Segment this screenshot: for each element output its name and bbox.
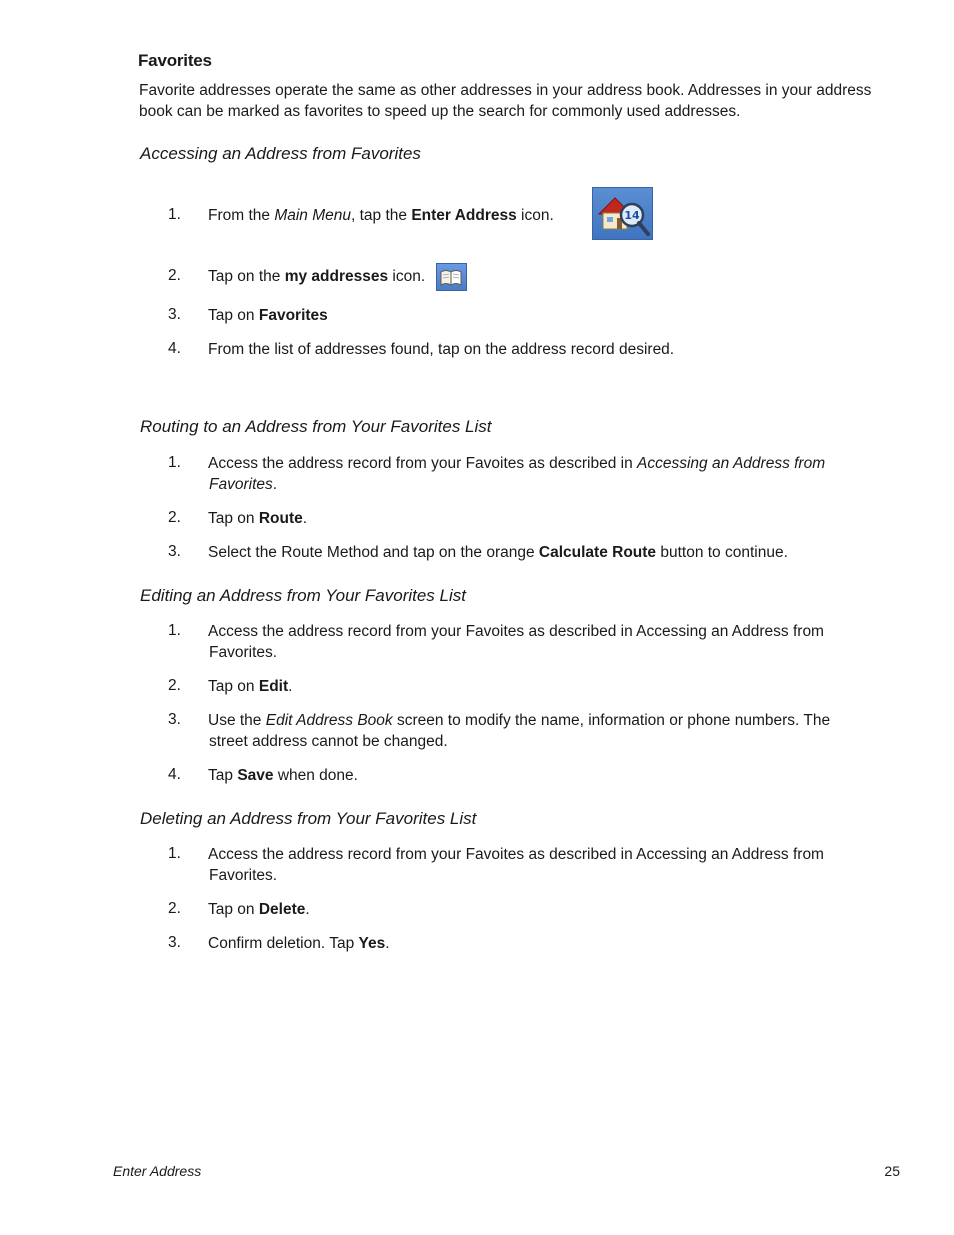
step-number: 4.	[168, 766, 181, 783]
step-number: 1.	[168, 622, 181, 639]
step-number: 2.	[168, 509, 181, 526]
step-number: 3.	[168, 934, 181, 951]
step-text: Tap Save when done.	[208, 767, 358, 784]
step-text: Access the address record from your Favoites as described in Accessing an Address from Favorites.	[208, 455, 826, 493]
step-text: Access the address record from your Favoites as described in Accessing an Address from Favorites.	[208, 846, 824, 884]
step-number: 1.	[168, 454, 181, 471]
subheading-editing: Editing an Address from Your Favorites List	[140, 586, 466, 605]
step-number: 1.	[168, 845, 181, 862]
subheading-routing: Routing to an Address from Your Favorites List	[140, 417, 492, 436]
step-number: 3.	[168, 543, 181, 560]
step-text: Access the address record from your Favoites as described in Accessing an Address from Favorites.	[208, 623, 824, 661]
step-text: Use the Edit Address Book screen to modify the name, information or phone numbers. The street address cannot be changed.	[208, 712, 831, 750]
step-text: Confirm deletion. Tap Yes.	[208, 935, 390, 952]
step-number: 2.	[168, 900, 181, 917]
subheading-deleting: Deleting an Address from Your Favorites List	[140, 809, 477, 828]
step-text: Tap on Delete.	[208, 901, 310, 918]
intro-paragraph: Favorite addresses operate the same as other addresses in your address book. Addresses in your address book can be marked as favorites to speed up the search for commonly used addresses.	[139, 82, 872, 120]
step-text: Tap on the my addresses icon.	[208, 268, 426, 285]
my-addresses-book-icon	[436, 263, 467, 291]
step-number: 4.	[168, 340, 181, 357]
section-title: Favorites	[138, 51, 212, 70]
subheading-accessing: Accessing an Address from Favorites	[140, 144, 421, 163]
step-number: 3.	[168, 711, 181, 728]
step-number: 3.	[168, 306, 181, 323]
step-text: From the Main Menu, tap the Enter Address icon.	[208, 207, 554, 224]
step-text: Tap on Route.	[208, 510, 308, 527]
step-number: 2.	[168, 267, 181, 284]
footer-section-name: Enter Address	[113, 1163, 202, 1179]
enter-address-icon	[592, 187, 653, 240]
step-text: Select the Route Method and tap on the orange Calculate Route button to continue.	[208, 544, 788, 561]
step-text: From the list of addresses found, tap on the address record desired.	[208, 341, 675, 358]
step-text: Tap on Edit.	[208, 678, 293, 695]
step-number: 1.	[168, 206, 181, 223]
svg-text:14: 14	[624, 209, 640, 222]
step-text: Tap on Favorites	[208, 307, 328, 324]
page-number: 25	[884, 1163, 900, 1179]
step-number: 2.	[168, 677, 181, 694]
